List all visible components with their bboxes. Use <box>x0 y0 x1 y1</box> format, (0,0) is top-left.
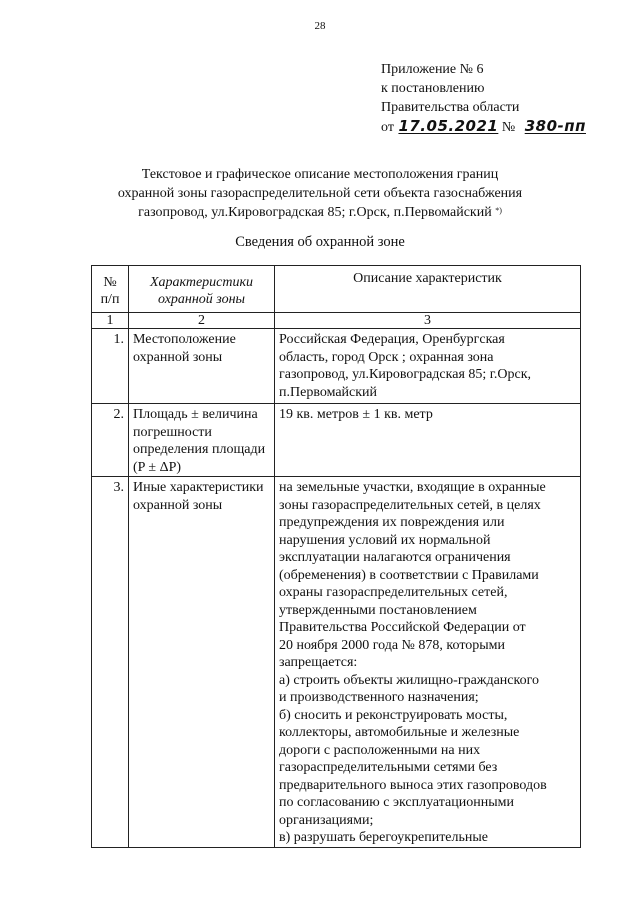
row-description-line: п.Первомайский <box>279 384 378 400</box>
row-characteristic-line: охранной зоны <box>133 349 223 365</box>
header-characteristics <box>129 266 275 313</box>
row-characteristic-line: Площадь ± величина <box>133 407 258 422</box>
title-line-3-text: газопровод, ул.Кировоградская 85; г.Орск, п.Первомайский <box>138 205 492 220</box>
table-row <box>92 329 581 404</box>
column-number-3: 3 <box>275 313 581 329</box>
row-number: 1. <box>92 329 129 404</box>
appendix-line-4 <box>381 117 592 137</box>
appendix-line-1: Приложение № 6 <box>381 62 484 77</box>
protection-zone-table <box>91 265 581 848</box>
row-description-line: газопровод, ул.Кировоградская 85; г.Орск, <box>279 367 532 382</box>
row-description-line: Правительства Российской Федерации от <box>279 620 526 635</box>
row-characteristic-line: (P ± ΔP) <box>133 459 182 475</box>
handwritten-number: 380-пп <box>524 117 586 135</box>
row-description-line: эксплуатации налагаются ограничения <box>279 550 511 565</box>
row-characteristic-line: Местоположение <box>133 332 236 347</box>
header-number-line-2: п/п <box>100 292 120 307</box>
column-number-2: 2 <box>129 313 275 329</box>
row-description-line: Российская Федерация, Оренбургская <box>279 332 505 347</box>
row-description-line: газораспределительными сетями без <box>279 760 498 775</box>
row-description-line: по согласованию с эксплуатационными <box>279 795 514 810</box>
title-line-2: охранной зоны газораспределительной сети объекта газоснабжения <box>117 186 523 201</box>
table-row <box>92 477 581 848</box>
row-description-line: организациями; <box>279 812 374 828</box>
header-number-line-1: № <box>103 274 117 290</box>
row-description-line: нарушения условий их нормальной <box>279 532 491 548</box>
page-number: 28 <box>314 20 326 32</box>
number-sign: № <box>501 120 516 135</box>
row-description-line: (обременения) в соответствии с Правилами <box>279 567 539 583</box>
handwritten-date: 17.05.2021 <box>398 117 499 135</box>
row-characteristic-line: погрешности <box>133 424 212 440</box>
section-subtitle: Сведения об охранной зоне <box>235 234 405 250</box>
row-number: 3. <box>92 477 129 848</box>
title-line-3 <box>110 203 530 222</box>
header-description: Описание характеристик <box>275 266 581 313</box>
row-description <box>275 404 581 477</box>
header-characteristics-line-2: охранной зоны <box>157 292 246 307</box>
title-line-1: Текстовое и графическое описание местоположения границ <box>141 167 499 182</box>
appendix-line-2: к постановлению <box>381 81 485 96</box>
row-description-line: зоны газораспределительных сетей, в целях <box>279 497 541 513</box>
header-number <box>92 266 129 313</box>
row-description-line: 20 ноября 2000 года № 878, которыми <box>279 637 506 653</box>
row-description-line: коллекторы, автомобильные и железные <box>279 725 520 740</box>
table-header-row <box>92 266 581 313</box>
footnote-mark: *) <box>495 206 502 215</box>
document-title <box>110 165 530 222</box>
row-characteristic <box>129 329 275 404</box>
row-characteristic-line: Иные характеристики <box>133 480 264 495</box>
header-characteristics-line-1: Характеристики <box>149 274 254 290</box>
row-description-line: дороги с расположенными на них <box>279 742 481 758</box>
table-column-numbers-row <box>92 313 581 329</box>
row-description-line: и производственного назначения; <box>279 690 479 705</box>
appendix-block <box>381 60 592 137</box>
row-description-line: б) сносить и реконструировать мосты, <box>279 707 508 723</box>
row-description <box>275 329 581 404</box>
row-characteristic-line: охранной зоны <box>133 497 223 513</box>
row-description-line: область, город Орск ; охранная зона <box>279 349 494 365</box>
row-description-line: на земельные участки, входящие в охранные <box>279 480 546 495</box>
row-characteristic <box>129 404 275 477</box>
row-description-line: утвержденными постановлением <box>279 602 477 618</box>
row-description-line: в) разрушать берегоукрепительные <box>279 830 489 845</box>
from-label: от <box>381 120 394 135</box>
table-row <box>92 404 581 477</box>
row-characteristic-line: определения площади <box>133 442 266 457</box>
column-number-1: 1 <box>92 313 129 329</box>
row-characteristic <box>129 477 275 848</box>
row-description-line: а) строить объекты жилищно-гражданского <box>279 672 539 688</box>
row-number: 2. <box>92 404 129 477</box>
row-description-line: предварительного выноса этих газопроводов <box>279 777 547 793</box>
appendix-line-3: Правительства области <box>381 100 520 115</box>
row-description-line: запрещается: <box>279 655 358 670</box>
row-description-line: охраны газораспределительных сетей, <box>279 585 508 600</box>
row-description-line: предупреждения их повреждения или <box>279 515 505 530</box>
row-description-line: 19 кв. метров ± 1 кв. метр <box>279 407 433 422</box>
row-description <box>275 477 581 848</box>
